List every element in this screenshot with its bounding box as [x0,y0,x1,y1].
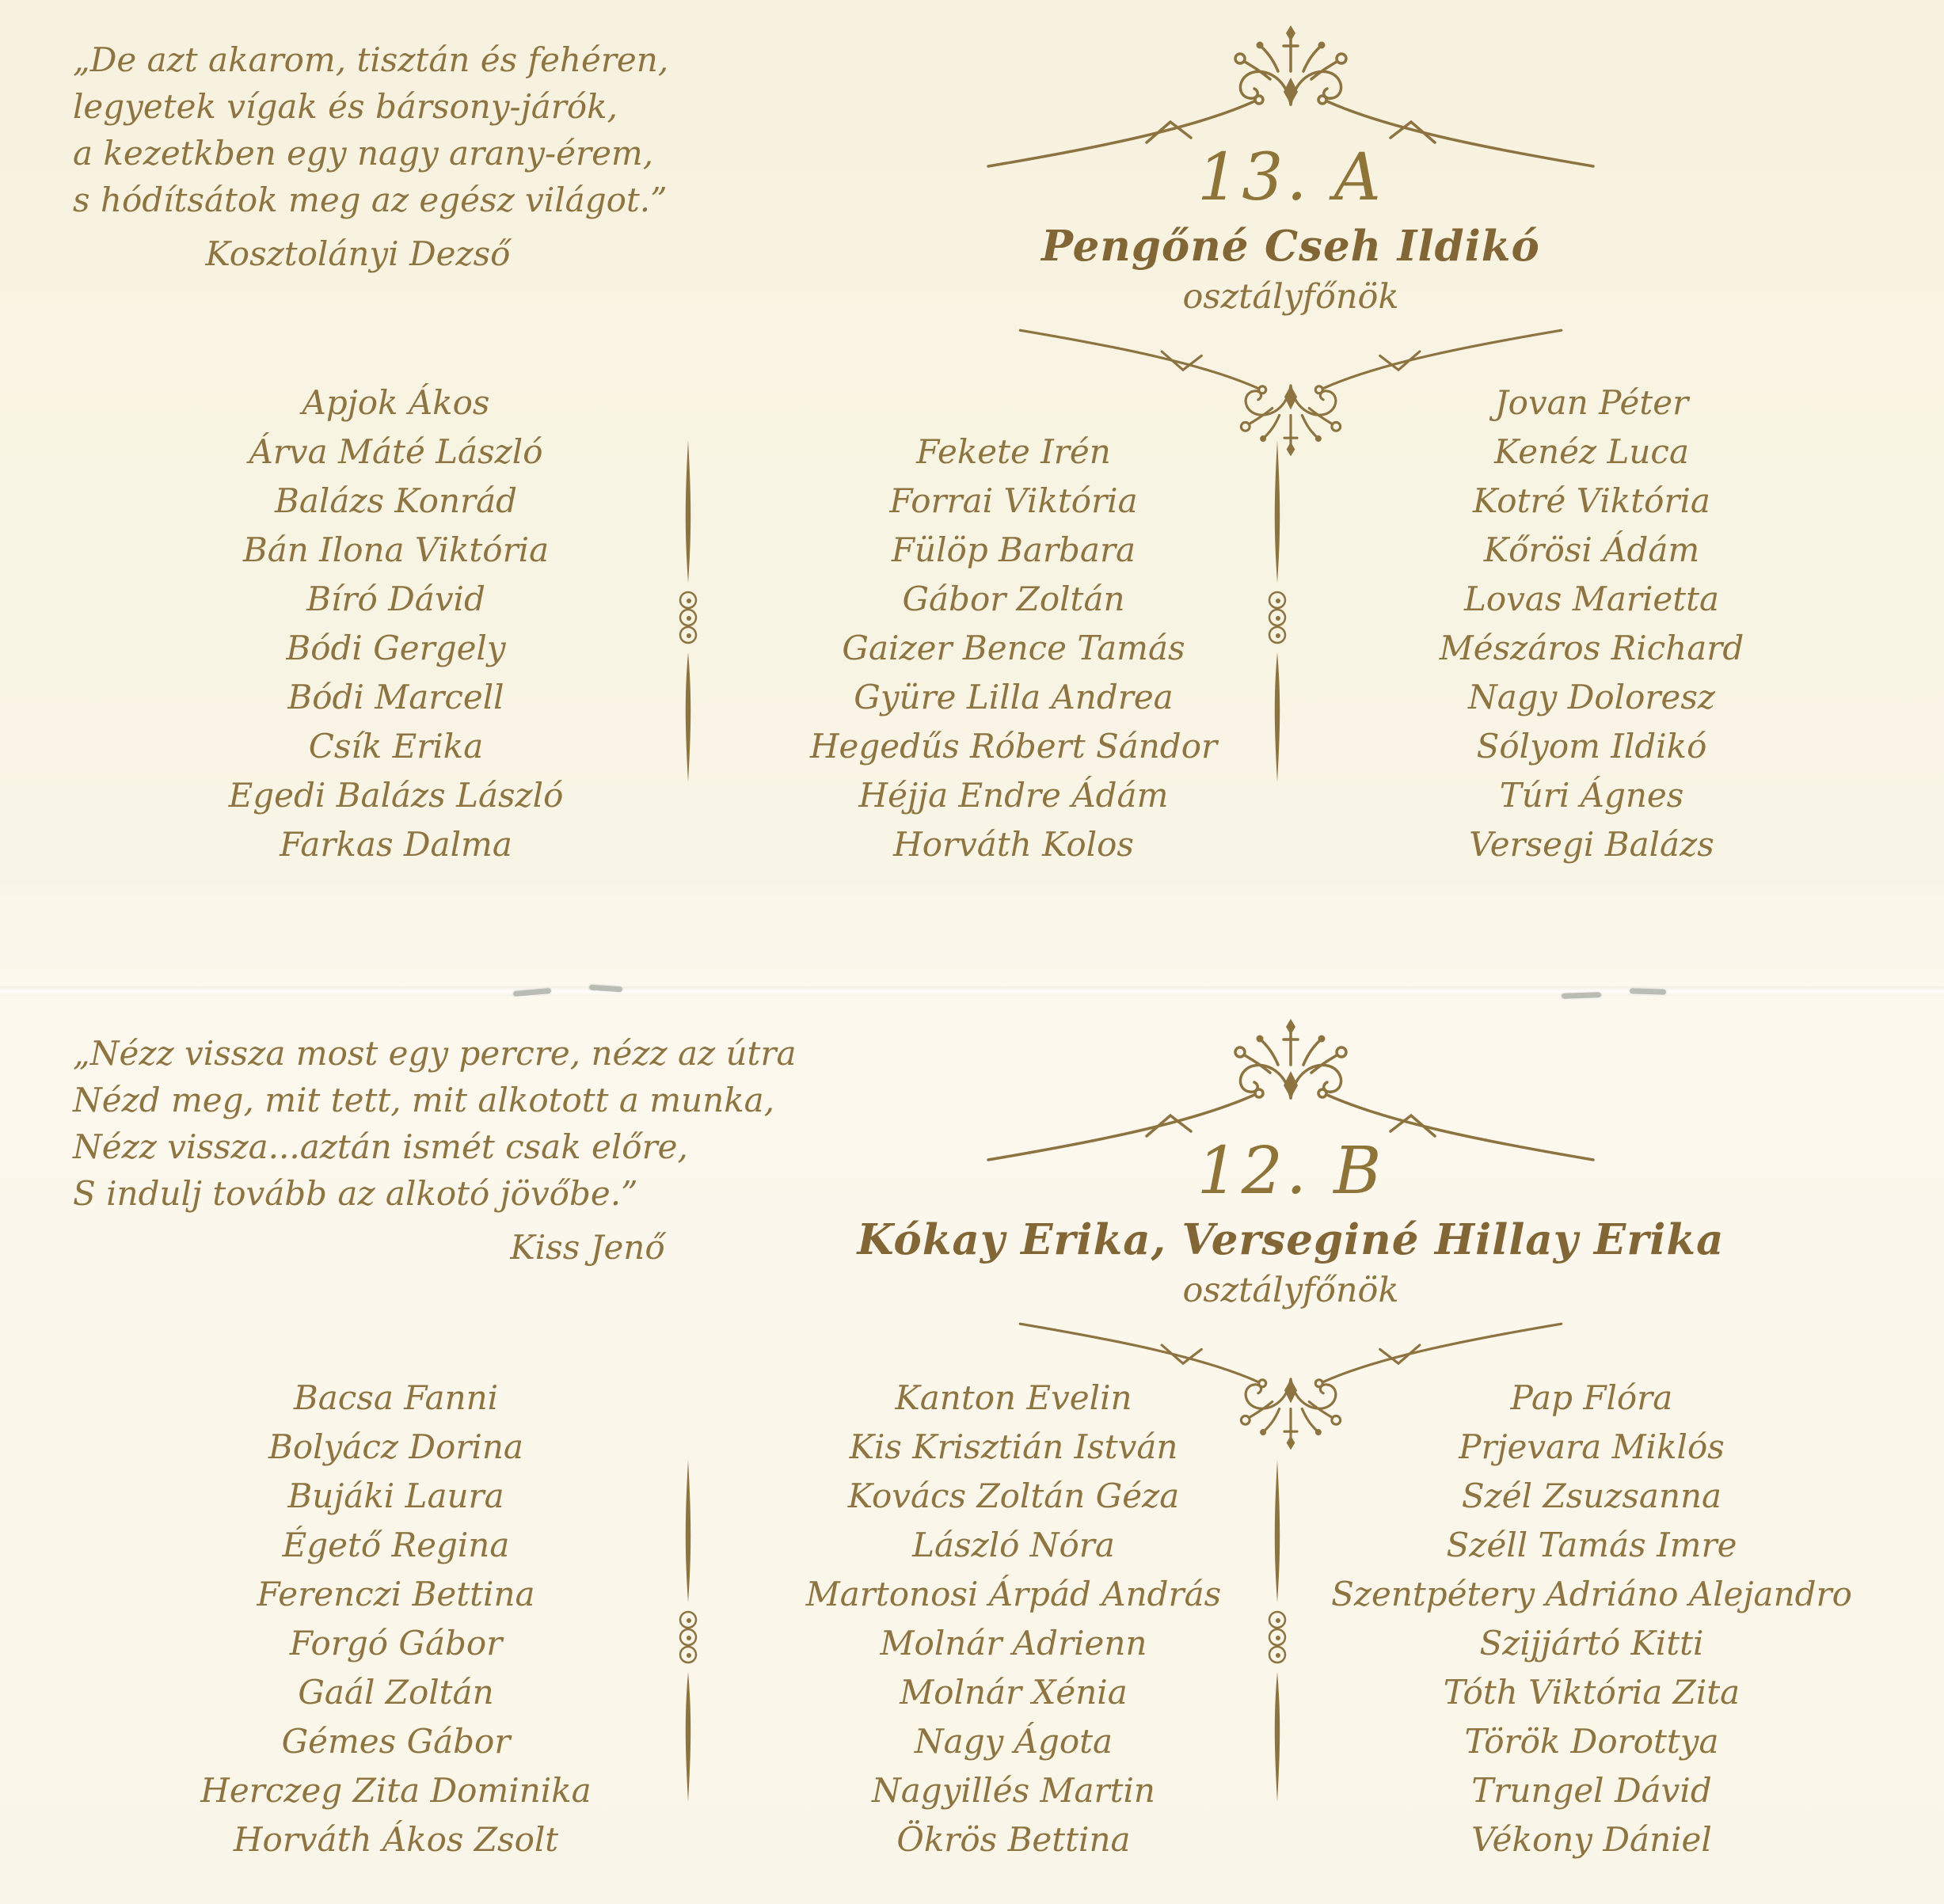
student-name: Bujáki Laura [287,1476,504,1515]
student-name: Ökrös Bettina [896,1820,1131,1859]
student-name: Kotré Viktória [1473,481,1710,520]
column-divider-icon [1267,1457,1288,1805]
student-column [1330,1374,1853,1864]
student-name: Kovács Zoltán Géza [847,1476,1180,1515]
student-name: Nagy Doloresz [1467,678,1716,716]
student-name: Mészáros Richard [1439,629,1744,667]
quote-block [73,1030,801,1267]
student-name: Kőrösi Ádám [1483,530,1700,569]
student-name: Túri Ágnes [1499,776,1684,815]
student-name: Gábor Zoltán [902,580,1125,618]
student-name: Pap Flóra [1510,1378,1673,1417]
student-name: Martonosi Árpád András [805,1575,1222,1613]
student-name: Gyüre Lilla Andrea [854,678,1174,716]
teacher-names: Kókay Erika, Verseginé Hillay Erika [857,1215,1725,1264]
student-name: Kanton Evelin [895,1378,1132,1417]
student-name: Széll Tamás Imre [1446,1526,1737,1564]
teacher-names: Pengőné Cseh Ildikó [1041,222,1540,271]
student-name: Trungel Dávid [1471,1771,1712,1810]
student-name: Molnár Adrienn [880,1624,1147,1663]
student-name: Farkas Dalma [280,825,512,864]
class-label: 13. A [1197,140,1384,215]
student-name: Bacsa Fanni [293,1378,499,1417]
class-section-12b [0,994,1944,1904]
quote-author: Kiss Jenő [510,1228,665,1267]
student-name: Molnár Xénia [900,1673,1128,1712]
student-name: Árva Máté László [249,432,543,471]
quote-author: Kosztolányi Dezső [205,234,511,273]
student-name: Égető Regina [282,1526,510,1564]
student-name: Fülöp Barbara [891,530,1136,569]
column-divider-icon [678,1457,698,1805]
student-name: Kis Krisztián István [849,1427,1178,1466]
column-divider-icon [1267,437,1288,785]
column-divider-icon [678,437,698,785]
student-name: Prjevara Miklós [1459,1427,1725,1466]
student-column [135,1374,657,1864]
student-name: Hegedűs Róbert Sándor [809,727,1218,766]
quote-line: Nézz vissza...aztán ismét csak előre, [73,1127,688,1166]
student-name: Szél Zsuzsanna [1461,1476,1722,1515]
student-name: Nagy Ágota [914,1722,1113,1761]
quote-line: s hódítsátok meg az egész világot.” [73,181,668,219]
student-name: Egedi Balázs László [228,776,564,815]
student-name: Vékony Dániel [1471,1820,1712,1859]
student-name: Tóth Viktória Zita [1443,1673,1740,1712]
student-name: Szijjártó Kitti [1479,1624,1704,1663]
teacher-role: osztályfőnök [1182,277,1399,317]
quote-block [73,36,801,273]
student-name: Fekete Irén [916,432,1111,471]
student-name: Jovan Péter [1494,383,1689,422]
student-name: László Nóra [912,1526,1115,1564]
quote-line: a kezetkben egy nagy arany-érem, [73,134,654,173]
student-name: Gaizer Bence Tamás [842,629,1185,667]
student-name: Bódi Marcell [287,678,504,716]
quote-line: legyetek vígak és bársony-járók, [73,87,618,126]
teacher-role: osztályfőnök [1182,1271,1399,1310]
student-name: Balázs Konrád [275,481,517,520]
student-name: Gaál Zoltán [298,1673,494,1712]
student-name: Horváth Ákos Zsolt [233,1820,559,1859]
quote-line: „De azt akarom, tisztán és fehéren, [73,40,669,79]
student-column [752,428,1275,869]
student-column [752,1374,1275,1864]
student-name: Apjok Ákos [302,383,490,422]
student-name: Héjja Endre Ádám [858,776,1169,815]
student-name: Gémes Gábor [281,1722,511,1761]
student-name: Ferenczi Bettina [257,1575,535,1613]
student-name: Herczeg Zita Dominika [200,1771,592,1810]
student-name: Forgó Gábor [289,1624,503,1663]
student-name: Kenéz Luca [1494,432,1689,471]
student-column [135,378,657,869]
student-name: Sólyom Ildikó [1476,727,1707,766]
quote-line: „Nézz vissza most egy percre, nézz az útra [73,1034,797,1073]
student-name: Csík Erika [308,727,484,766]
quote-line: S indulj tovább az alkotó jövőbe.” [73,1174,638,1213]
student-name: Nagyillés Martin [872,1771,1155,1810]
student-name: Forrai Viktória [889,481,1138,520]
student-name: Bolyácz Dorina [268,1427,523,1466]
student-name: Bán Ilona Viktória [242,530,550,569]
class-label: 12. B [1196,1134,1385,1209]
student-name: Török Dorottya [1464,1722,1719,1761]
student-name: Bódi Gergely [286,629,506,667]
student-name: Szentpétery Adriáno Alejandro [1331,1575,1852,1613]
student-name: Horváth Kolos [893,825,1134,864]
student-name: Lovas Marietta [1463,580,1720,618]
quote-line: Nézd meg, mit tett, mit alkotott a munka, [73,1081,775,1119]
student-name: Versegi Balázs [1469,825,1714,864]
student-name: Bíró Dávid [306,580,485,618]
student-column [1330,378,1853,869]
